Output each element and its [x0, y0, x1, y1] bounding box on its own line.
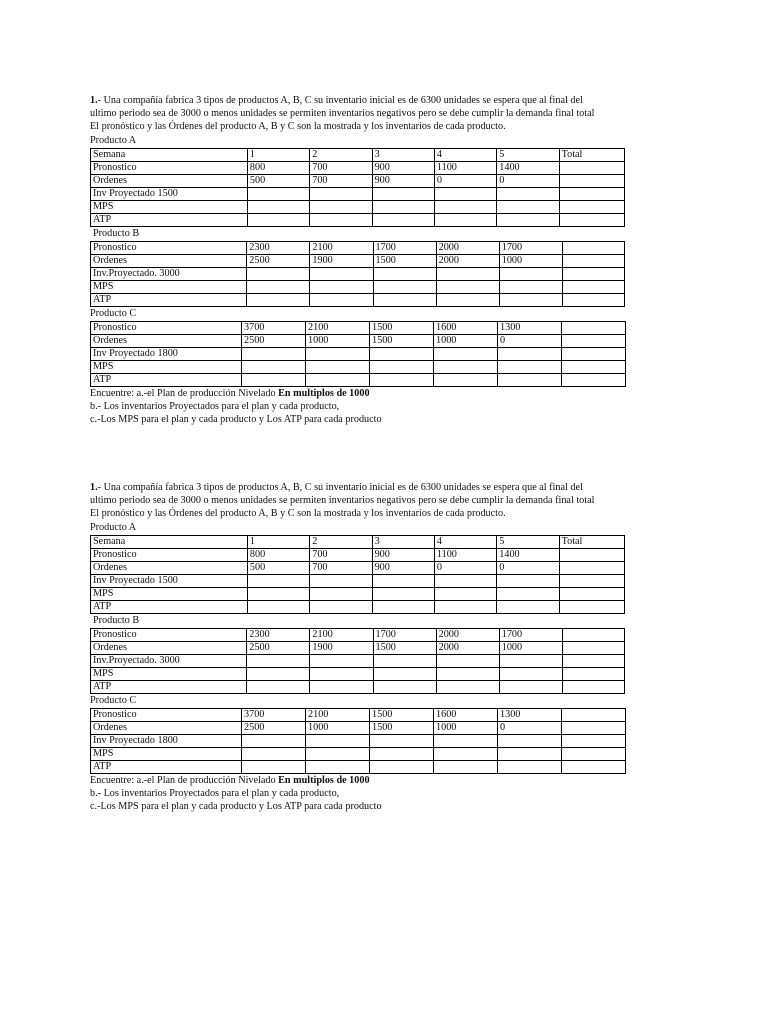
table-cell [434, 373, 498, 386]
table-row [91, 734, 626, 747]
table-cell [310, 574, 372, 587]
table-cell [498, 360, 562, 373]
find-line-a [90, 387, 665, 400]
table-row [91, 561, 625, 574]
table-cell [372, 200, 434, 213]
table-cell [310, 293, 373, 306]
table-row [91, 587, 625, 600]
table-cell [499, 293, 562, 306]
table-row [91, 267, 625, 280]
find-prefix: Encuentre: a.-el Plan de producción Nivelado [90, 774, 279, 786]
row-label-cell: Inv Proyectado 1800 [91, 734, 242, 747]
table-cell [372, 213, 434, 226]
table-cell: 1500 [370, 708, 434, 721]
table-cell: 2100 [310, 628, 373, 641]
table-cell [559, 187, 624, 200]
table-cell [498, 760, 562, 773]
table-cell [436, 280, 499, 293]
table-cell [499, 680, 562, 693]
table-cell [242, 373, 306, 386]
table-cell [373, 654, 436, 667]
intro-line-3: El pronóstico y las Órdenes del producto A, B y C son la mostrada y los inventarios de cada producto. [90, 508, 506, 520]
product-a-label: Producto A [90, 521, 137, 533]
table-cell [562, 747, 626, 760]
find-line-a [90, 774, 665, 787]
table-cell [373, 280, 436, 293]
table-cell: 1400 [497, 161, 559, 174]
table-cell [498, 347, 562, 360]
table-cell: 800 [247, 548, 309, 561]
table-header-row [91, 535, 625, 548]
table-cell [247, 587, 309, 600]
table-cell: 1000 [434, 721, 498, 734]
table-cell: 2000 [436, 254, 499, 267]
table-row [91, 280, 625, 293]
table-row [91, 161, 625, 174]
table-cell: 1 [247, 535, 309, 548]
exercise-number: 1. [90, 482, 98, 493]
table-cell [310, 200, 372, 213]
table-cell [497, 213, 559, 226]
table-row [91, 293, 625, 306]
table-cell [306, 347, 370, 360]
table-cell [242, 347, 306, 360]
row-label-cell: Ordenes [91, 641, 247, 654]
table-cell: 1500 [370, 321, 434, 334]
table-cell [499, 267, 562, 280]
table-cell [562, 254, 624, 267]
table-cell: 3 [372, 535, 434, 548]
table-cell: 800 [247, 161, 309, 174]
table-cell [559, 600, 624, 613]
table-cell: 1300 [498, 708, 562, 721]
table-cell [242, 747, 306, 760]
table-cell [310, 667, 373, 680]
row-label-cell: Ordenes [91, 174, 248, 187]
table-cell [247, 654, 310, 667]
table-cell [247, 600, 309, 613]
table-cell [497, 600, 559, 613]
table-cell: 2100 [310, 241, 373, 254]
row-label-cell: ATP [91, 373, 242, 386]
table-cell [436, 667, 499, 680]
product-a-table [90, 535, 625, 614]
table-cell [242, 360, 306, 373]
table-cell [247, 574, 309, 587]
table-cell [562, 680, 624, 693]
table-cell: 1000 [306, 721, 370, 734]
table-cell [559, 174, 624, 187]
table-cell: 1100 [434, 161, 496, 174]
table-cell [306, 734, 370, 747]
table-cell [306, 747, 370, 760]
row-label-cell: MPS [91, 200, 248, 213]
table-cell: 1 [247, 148, 309, 161]
product-b-table [90, 241, 625, 307]
intro-line-1: - Una compañía fabrica 3 tipos de productos A, B, C su inventario inicial es de 6300 unidades se espera que al final del [97, 95, 583, 106]
row-label-cell: Pronostico [91, 628, 247, 641]
table-cell [373, 667, 436, 680]
table-cell: 2000 [436, 641, 499, 654]
table-cell [436, 680, 499, 693]
table-row [91, 600, 625, 613]
table-cell [242, 760, 306, 773]
table-cell: Total [559, 148, 624, 161]
table-cell: 2500 [242, 334, 306, 347]
exercise-block-2 [90, 481, 665, 813]
table-cell [562, 321, 626, 334]
table-cell [434, 600, 496, 613]
table-cell [434, 347, 498, 360]
table-cell [559, 548, 624, 561]
table-cell [372, 574, 434, 587]
table-row [91, 708, 626, 721]
row-label-cell: Ordenes [91, 254, 247, 267]
find-line-c: c.-Los MPS para el plan y cada producto y Los ATP para cada producto [90, 413, 382, 425]
table-cell [499, 280, 562, 293]
table-cell [562, 293, 624, 306]
table-cell: 2500 [247, 254, 310, 267]
row-label-cell: ATP [91, 680, 247, 693]
table-cell: 1700 [373, 241, 436, 254]
table-row [91, 667, 625, 680]
product-a-label: Producto A [90, 134, 137, 146]
table-cell [242, 734, 306, 747]
table-cell [247, 267, 310, 280]
table-cell [372, 587, 434, 600]
table-cell: 700 [310, 174, 372, 187]
row-label-cell: Ordenes [91, 334, 242, 347]
row-label-cell: Ordenes [91, 721, 242, 734]
row-label-cell: Pronostico [91, 548, 248, 561]
table-cell: 0 [434, 174, 496, 187]
table-cell [497, 587, 559, 600]
table-cell [434, 360, 498, 373]
table-row [91, 760, 626, 773]
product-a-table [90, 148, 625, 227]
table-cell [247, 187, 309, 200]
table-cell: 2500 [242, 721, 306, 734]
table-cell [434, 200, 496, 213]
table-cell: 1700 [499, 241, 562, 254]
table-cell: 1900 [310, 254, 373, 267]
row-label-cell: Pronostico [91, 708, 242, 721]
row-label-cell: Inv Proyectado 1500 [91, 574, 248, 587]
table-cell [562, 334, 626, 347]
table-cell: 1500 [373, 641, 436, 654]
row-label-cell: Inv.Proyectado. 3000 [91, 267, 247, 280]
table-cell: 700 [310, 161, 372, 174]
row-label-cell: Semana [91, 535, 248, 548]
intro-paragraph [90, 481, 665, 521]
product-b-table [90, 628, 625, 694]
table-cell [559, 213, 624, 226]
table-cell [499, 654, 562, 667]
table-cell [310, 680, 373, 693]
table-cell [373, 680, 436, 693]
row-label-cell: MPS [91, 667, 247, 680]
table-cell [498, 734, 562, 747]
intro-paragraph [90, 94, 665, 134]
row-label-cell: Pronostico [91, 161, 248, 174]
table-cell [370, 760, 434, 773]
table-cell [310, 587, 372, 600]
table-cell [562, 667, 624, 680]
table-row [91, 254, 625, 267]
table-cell [310, 187, 372, 200]
table-cell [310, 280, 373, 293]
table-cell: 0 [497, 174, 559, 187]
table-cell: 3 [372, 148, 434, 161]
intro-line-2: ultimo periodo sea de 3000 o menos unidades se permiten inventarios negativos pero se debe cumplir la demanda final total [90, 108, 595, 120]
table-cell: 3700 [242, 708, 306, 721]
table-cell [434, 187, 496, 200]
intro-line-1: - Una compañía fabrica 3 tipos de productos A, B, C su inventario inicial es de 6300 unidades se espera que al final del [97, 482, 583, 493]
table-row [91, 360, 626, 373]
find-prefix: Encuentre: a.-el Plan de producción Nivelado [90, 387, 279, 399]
table-cell: 5 [497, 535, 559, 548]
exercise-block-1 [90, 94, 665, 426]
table-cell [306, 760, 370, 773]
table-cell [497, 574, 559, 587]
row-label-cell: Ordenes [91, 561, 248, 574]
table-cell [247, 667, 310, 680]
table-row [91, 574, 625, 587]
table-cell: 900 [372, 161, 434, 174]
table-row [91, 241, 625, 254]
table-cell [562, 360, 626, 373]
table-row [91, 347, 626, 360]
table-cell: 2300 [247, 628, 310, 641]
table-cell: 2 [310, 148, 372, 161]
table-cell [562, 654, 624, 667]
table-cell: 900 [372, 174, 434, 187]
find-bold: En multiplos de 1000 [278, 387, 370, 399]
table-cell: 2100 [306, 708, 370, 721]
table-cell [559, 200, 624, 213]
table-cell [434, 574, 496, 587]
find-bold: En multiplos de 1000 [278, 774, 370, 786]
table-cell [436, 654, 499, 667]
table-cell: 1900 [310, 641, 373, 654]
table-cell [372, 600, 434, 613]
table-row [91, 187, 625, 200]
table-cell [247, 293, 310, 306]
table-cell [434, 213, 496, 226]
row-label-cell: MPS [91, 587, 248, 600]
table-cell: 900 [372, 561, 434, 574]
table-cell [559, 161, 624, 174]
table-cell [373, 267, 436, 280]
table-row [91, 747, 626, 760]
table-cell: 1500 [370, 334, 434, 347]
row-label-cell: Inv Proyectado 1500 [91, 187, 248, 200]
table-cell: 1700 [373, 628, 436, 641]
table-cell [499, 667, 562, 680]
table-cell [436, 293, 499, 306]
exercise-number: 1. [90, 95, 98, 106]
table-row [91, 174, 625, 187]
table-cell [559, 587, 624, 600]
product-c-label: Producto C [90, 307, 137, 319]
table-cell [310, 213, 372, 226]
row-label-cell: Inv Proyectado 1800 [91, 347, 242, 360]
table-cell [498, 747, 562, 760]
table-cell: 500 [247, 561, 309, 574]
table-cell: 0 [498, 334, 562, 347]
table-cell: 1000 [434, 334, 498, 347]
table-cell [372, 187, 434, 200]
table-cell: 1400 [497, 548, 559, 561]
table-row [91, 548, 625, 561]
table-cell [562, 708, 626, 721]
table-cell: 1600 [434, 708, 498, 721]
row-label-cell: ATP [91, 293, 247, 306]
table-cell [498, 373, 562, 386]
table-cell: 2300 [247, 241, 310, 254]
table-cell [559, 561, 624, 574]
table-cell [434, 587, 496, 600]
table-cell: 4 [434, 148, 496, 161]
table-cell [562, 760, 626, 773]
row-label-cell: MPS [91, 360, 242, 373]
table-cell [247, 680, 310, 693]
product-b-label: Producto B [93, 227, 140, 239]
table-cell: 1000 [306, 334, 370, 347]
table-cell: 1000 [499, 254, 562, 267]
row-label-cell: MPS [91, 747, 242, 760]
table-cell [247, 213, 309, 226]
table-row [91, 721, 626, 734]
table-row [91, 200, 625, 213]
table-cell: 700 [310, 561, 372, 574]
table-cell [434, 747, 498, 760]
table-cell: 1300 [498, 321, 562, 334]
table-cell [562, 241, 624, 254]
table-row [91, 628, 625, 641]
table-row [91, 334, 626, 347]
table-cell [373, 293, 436, 306]
table-cell: 900 [372, 548, 434, 561]
table-row [91, 321, 626, 334]
table-cell [310, 600, 372, 613]
row-label-cell: ATP [91, 600, 248, 613]
table-cell: Total [559, 535, 624, 548]
table-row [91, 641, 625, 654]
table-cell: 1500 [370, 721, 434, 734]
table-cell [562, 280, 624, 293]
table-cell: 0 [434, 561, 496, 574]
table-cell: 4 [434, 535, 496, 548]
table-cell: 2500 [247, 641, 310, 654]
product-b-label: Producto B [93, 614, 140, 626]
table-cell [436, 267, 499, 280]
table-cell [562, 734, 626, 747]
product-c-label: Producto C [90, 694, 137, 706]
table-cell [562, 641, 624, 654]
intro-line-2: ultimo periodo sea de 3000 o menos unidades se permiten inventarios negativos pero se debe cumplir la demanda final total [90, 495, 595, 507]
table-cell [370, 747, 434, 760]
table-cell [434, 760, 498, 773]
table-row [91, 654, 625, 667]
table-cell [310, 654, 373, 667]
table-cell: 2 [310, 535, 372, 548]
table-cell: 700 [310, 548, 372, 561]
table-cell [497, 187, 559, 200]
table-cell [247, 200, 309, 213]
product-c-table [90, 708, 626, 774]
table-cell: 1100 [434, 548, 496, 561]
table-cell [306, 360, 370, 373]
table-cell: 3700 [242, 321, 306, 334]
table-cell [370, 373, 434, 386]
row-label-cell: ATP [91, 213, 248, 226]
row-label-cell: ATP [91, 760, 242, 773]
find-line-b: b.- Los inventarios Proyectados para el plan y cada producto, [90, 787, 340, 799]
table-cell: 5 [497, 148, 559, 161]
table-row [91, 213, 625, 226]
table-cell [497, 200, 559, 213]
table-cell: 1500 [373, 254, 436, 267]
table-cell: 1600 [434, 321, 498, 334]
table-cell [559, 574, 624, 587]
find-line-c: c.-Los MPS para el plan y cada producto y Los ATP para cada producto [90, 800, 382, 812]
table-cell [370, 360, 434, 373]
table-cell: 0 [498, 721, 562, 734]
table-cell [370, 734, 434, 747]
table-cell: 2000 [436, 241, 499, 254]
table-row [91, 373, 626, 386]
table-cell: 1700 [499, 628, 562, 641]
table-cell: 2100 [306, 321, 370, 334]
table-cell: 1000 [499, 641, 562, 654]
table-header-row [91, 148, 625, 161]
row-label-cell: MPS [91, 280, 247, 293]
table-cell [562, 373, 626, 386]
row-label-cell: Pronostico [91, 241, 247, 254]
table-cell [247, 280, 310, 293]
row-label-cell: Pronostico [91, 321, 242, 334]
table-cell [562, 347, 626, 360]
table-cell [562, 267, 624, 280]
table-cell: 0 [497, 561, 559, 574]
table-cell [310, 267, 373, 280]
product-c-table [90, 321, 626, 387]
table-cell: 500 [247, 174, 309, 187]
row-label-cell: Inv.Proyectado. 3000 [91, 654, 247, 667]
row-label-cell: Semana [91, 148, 248, 161]
table-cell [370, 347, 434, 360]
find-line-b: b.- Los inventarios Proyectados para el plan y cada producto, [90, 400, 340, 412]
table-cell [562, 721, 626, 734]
table-cell [306, 373, 370, 386]
table-cell [434, 734, 498, 747]
table-cell [562, 628, 624, 641]
table-row [91, 680, 625, 693]
intro-line-3: El pronóstico y las Órdenes del producto A, B y C son la mostrada y los inventarios de cada producto. [90, 121, 506, 133]
table-cell: 2000 [436, 628, 499, 641]
